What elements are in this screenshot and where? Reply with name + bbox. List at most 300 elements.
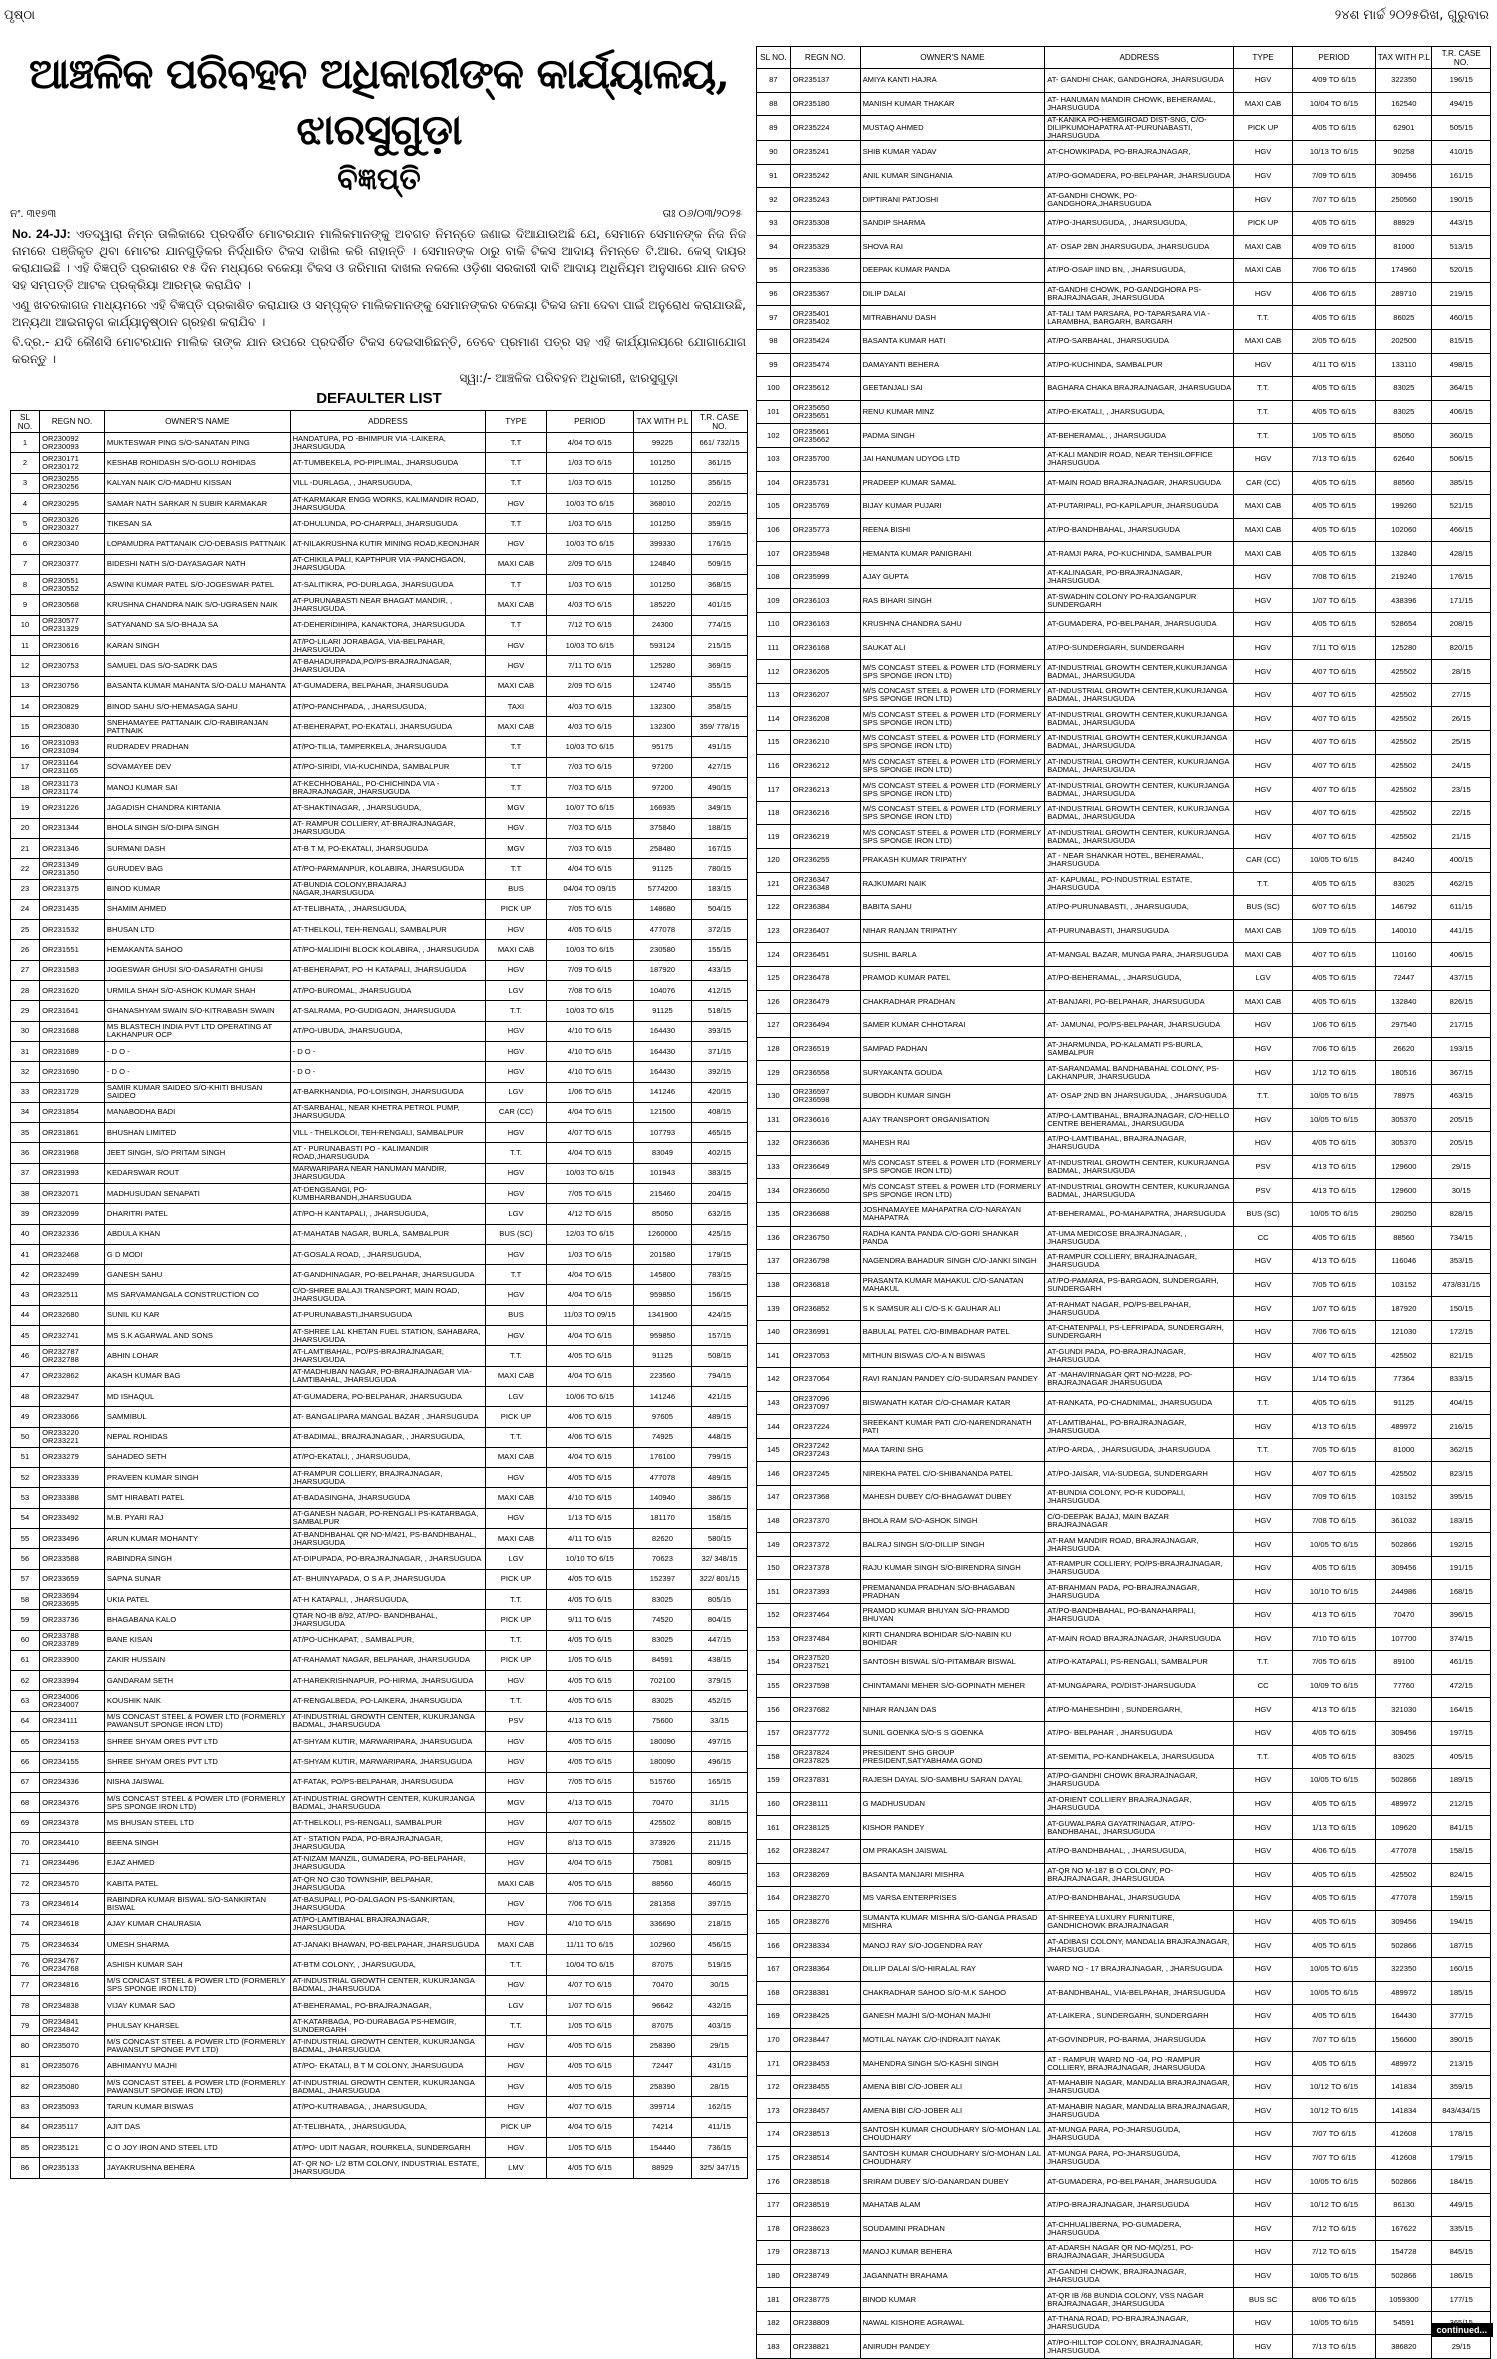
tax-cell: 156600 [1376, 2028, 1432, 2052]
period-cell: 4/05 TO 6/15 [1292, 1863, 1375, 1887]
tax-cell: 125280 [1376, 636, 1432, 660]
type-cell: BUS SC [1234, 2288, 1293, 2312]
owner-cell: MAHESH RAI [860, 1132, 1045, 1156]
case-cell: 395/15 [1432, 1486, 1491, 1510]
case-cell: 164/15 [1432, 1698, 1491, 1722]
type-cell: HGV [486, 1853, 546, 1873]
tax-cell: 250560 [1376, 188, 1432, 212]
tax-cell: 89100 [1376, 1651, 1432, 1675]
address-cell: AT-H KATAPALI, , JHARSUGUDA, [290, 1589, 486, 1609]
table-row [757, 825, 1491, 849]
ref-number: ନଂ. ୩୧୭୩ [10, 208, 57, 220]
table-row [11, 1204, 748, 1224]
period-cell: 4/05 TO 6/15 [1292, 1132, 1375, 1156]
regn-cell: OR230577 OR231329 [40, 615, 105, 635]
sl-cell: 157 [757, 1721, 791, 1745]
period-cell: 4/07 TO 6/15 [1292, 660, 1375, 684]
case-cell: 159/15 [1432, 1887, 1491, 1911]
case-cell: 441/15 [1432, 919, 1491, 943]
regn-cell: OR234410 [40, 1833, 105, 1853]
case-cell: 406/15 [1432, 943, 1491, 967]
case-cell: 799/15 [692, 1447, 748, 1467]
sl-cell: 46 [11, 1346, 40, 1366]
table-row [11, 514, 748, 534]
tax-cell: 101250 [633, 575, 691, 595]
sl-cell: 85 [11, 2137, 40, 2157]
period-cell: 7/06 TO 6/15 [546, 1894, 633, 1914]
address-cell: AT/PO-LILARI JORABAGA, VIA-BELPAHAR, JHARSUGUDA [290, 635, 486, 655]
table-row [757, 565, 1491, 589]
period-cell: 1/03 TO 6/15 [546, 514, 633, 534]
period-cell: 1/05 TO 6/15 [546, 2137, 633, 2157]
table-row [757, 1084, 1491, 1108]
tax-cell: 309456 [1376, 1556, 1432, 1580]
table-row [11, 1549, 748, 1569]
owner-cell: GANESH SAHU [104, 1265, 290, 1285]
defaulter-table-right [756, 46, 1491, 2359]
address-cell: AT-RAMPUR COLLIERY, PO/PS-BRAJRAJNAGAR, JHARSUGUDA [1045, 1556, 1234, 1580]
owner-cell: BHUSAN LTD [104, 920, 290, 940]
case-cell: 824/15 [1432, 1863, 1491, 1887]
table-row [757, 1297, 1491, 1321]
type-cell: HGV [486, 2137, 546, 2157]
type-cell: T.T. [1234, 872, 1293, 896]
address-cell: AT/PO-LAMTIBAHAL, BRAJRAJNAGAR, JHARSUGUDA [1045, 1132, 1234, 1156]
table-row [11, 981, 748, 1001]
regn-cell: OR236750 [790, 1226, 860, 1250]
address-cell: AT/PO-BANDHBAHAL, , JHARSUGUDA, [1045, 1839, 1234, 1863]
address-cell: AT-GANDHI CHOWK, PO-GANDGHORA,JHARSUGUDA [1045, 188, 1234, 212]
regn-cell: OR238514 [790, 2146, 860, 2170]
address-cell: AT-INDUSTRIAL GROWTH CENTER,KUKURJANGA BADMAL, JHARSUGUDA [1045, 660, 1234, 684]
owner-cell: PRADEEP KUMAR SAMAL [860, 471, 1045, 495]
owner-cell: NAWAL KISHORE AGRAWAL [860, 2311, 1045, 2335]
owner-cell: PRAVEEN KUMAR SINGH [104, 1468, 290, 1488]
owner-cell: PREMANANDA PRADHAN S/O-BHAGABAN PRADHAN [860, 1580, 1045, 1604]
address-cell: AT-BADASINGHA, JHARSUGUDA [290, 1488, 486, 1508]
case-cell: 368/15 [692, 575, 748, 595]
table-row [11, 453, 748, 473]
type-cell: MAXI CAB [1234, 542, 1293, 566]
regn-cell: OR236208 [790, 707, 860, 731]
address-cell: AT-BEHERAMAL, PO-BRAJRAJNAGAR, [290, 1995, 486, 2015]
address-cell: AT/PO-BEHERAMAL, , JHARSUGUDA, [1045, 966, 1234, 990]
owner-cell: DEEPAK KUMAR PANDA [860, 259, 1045, 283]
address-cell: AT/PO- BELPAHAR , JHARSUGUDA [1045, 1721, 1234, 1745]
case-cell: 356/15 [692, 473, 748, 493]
tax-cell: 309456 [1376, 1910, 1432, 1934]
sl-cell: 55 [11, 1529, 40, 1549]
case-cell: 489/15 [692, 1407, 748, 1427]
case-cell: 369/15 [692, 656, 748, 676]
tax-cell: 174960 [1376, 259, 1432, 283]
type-cell: MAXI CAB [486, 595, 546, 615]
address-cell: AT-RAMPUR COLLIERY, BRAJRAJNAGAR, JHARSUGUDA [1045, 1250, 1234, 1274]
type-cell: HGV [1234, 1580, 1293, 1604]
sl-cell: 1 [11, 433, 40, 453]
address-cell: AT-MAHATAB NAGAR, BURLA, SAMBALPUR [290, 1224, 486, 1244]
type-cell: CAR (CC) [486, 1102, 546, 1122]
tax-cell: 425502 [1376, 731, 1432, 755]
case-cell: 411/15 [692, 2117, 748, 2137]
address-cell: AT-KARMAKAR ENGG WORKS, KALIMANDIR ROAD, JHARSUGUDA [290, 493, 486, 513]
regn-cell: OR236216 [790, 801, 860, 825]
type-cell: HGV [1234, 683, 1293, 707]
tax-cell: 72447 [633, 2056, 691, 2076]
sl-cell: 173 [757, 2099, 791, 2123]
case-cell: 204/15 [692, 1183, 748, 1203]
type-cell: HGV [1234, 2264, 1293, 2288]
sl-cell: 68 [11, 1792, 40, 1812]
regn-cell: OR237824 OR237825 [790, 1745, 860, 1769]
address-cell: AT-THANA ROAD, PO-BRAJRAJNAGAR, JHARSUGUDA [1045, 2311, 1234, 2335]
tax-cell: 99225 [633, 433, 691, 453]
case-cell: 358/15 [692, 696, 748, 716]
address-cell: AT-BARKHANDIA, PO-LOISINGH, JHARSUGUDA [290, 1082, 486, 1102]
regn-cell: OR230756 [40, 676, 105, 696]
regn-cell: OR237242 OR237243 [790, 1438, 860, 1462]
address-cell: AT/PO-BANDHBAHAL, JHARSUGUDA [1045, 1887, 1234, 1911]
regn-cell: OR237064 [790, 1368, 860, 1392]
owner-cell: SUNIL GOENKA S/O-S S GOENKA [860, 1721, 1045, 1745]
address-cell: AT/PO-SARBAHAL, JHARSUGUDA [1045, 329, 1234, 353]
owner-cell: ABDULA KHAN [104, 1224, 290, 1244]
owner-cell: SUSHIL BARLA [860, 943, 1045, 967]
period-cell: 4/10 TO 6/15 [546, 1041, 633, 1061]
type-cell: T.T. [486, 1001, 546, 1021]
period-cell: 10/05 TO 6/15 [1292, 2264, 1375, 2288]
address-cell: AT-CHHUALIBERNA, PO-GUMADERA, JHARSUGUDA [1045, 2217, 1234, 2241]
type-cell: T.T. [1234, 424, 1293, 448]
notice-heading: ବିଜ୍ଞପ୍ତି [337, 162, 421, 197]
type-cell: PICK UP [486, 1610, 546, 1630]
regn-cell: OR233492 [40, 1508, 105, 1528]
tax-cell: 88560 [633, 1874, 691, 1894]
sl-cell: 51 [11, 1447, 40, 1467]
address-cell: AT-SHREEYA LUXURY FURNITURE, GANDHICHOWK BRAJRAJNAGAR [1045, 1910, 1234, 1934]
period-cell: 4/07 TO 6/15 [1292, 754, 1375, 778]
period-cell: 1/13 TO 6/15 [1292, 1816, 1375, 1840]
tax-cell: 502866 [1376, 2264, 1432, 2288]
case-cell: 28/15 [1432, 660, 1491, 684]
case-cell: 355/15 [692, 676, 748, 696]
regn-cell: OR238623 [790, 2217, 860, 2241]
regn-cell: OR235241 [790, 141, 860, 165]
sl-cell: 178 [757, 2217, 791, 2241]
case-cell: 212/15 [1432, 1792, 1491, 1816]
sl-cell: 6 [11, 534, 40, 554]
address-cell: AT/PO-EKATALI, , JHARSUGUDA, [1045, 400, 1234, 424]
type-cell: PSV [1234, 1179, 1293, 1203]
address-cell: AT-BANDHBAHAL QR NO-M/421, PS-BANDHBAHAL, JHARSUGUDA [290, 1529, 486, 1549]
tax-cell: 103152 [1376, 1486, 1432, 1510]
regn-cell: OR231173 OR231174 [40, 778, 105, 798]
regn-cell: OR235093 [40, 2097, 105, 2117]
defaulter-table-left [10, 410, 748, 2179]
owner-cell: SAPNA SUNAR [104, 1569, 290, 1589]
tax-cell: 83049 [633, 1143, 691, 1163]
sl-cell: 95 [757, 259, 791, 283]
regn-cell: OR231226 [40, 798, 105, 818]
case-cell: 431/15 [692, 2056, 748, 2076]
tax-cell: 502866 [1376, 1934, 1432, 1958]
type-cell: HGV [1234, 754, 1293, 778]
type-cell: HGV [1234, 2028, 1293, 2052]
sl-cell: 49 [11, 1407, 40, 1427]
tax-cell: 166935 [633, 798, 691, 818]
owner-cell: MANISH KUMAR THAKAR [860, 92, 1045, 116]
tax-cell: 399714 [633, 2097, 691, 2117]
case-cell: 189/15 [1432, 1769, 1491, 1793]
table-row [11, 1955, 748, 1975]
owner-cell: MANABODHA BADI [104, 1102, 290, 1122]
address-cell: AT- OSAP 2BN JHARSUGUDA, JHARSUGUDA [1045, 235, 1234, 259]
period-cell: 10/05 TO 6/15 [1292, 2311, 1375, 2335]
table-row [11, 1183, 748, 1203]
address-cell: AT-SWADHIN COLONY PO-RAJGANGPUR SUNDERGARH [1045, 589, 1234, 613]
address-cell: AT-INDUSTRIAL GROWTH CENTER, KUKURJANGA BADMAL, JHARSUGUDA [1045, 801, 1234, 825]
regn-cell: OR231854 [40, 1102, 105, 1122]
regn-cell: OR236688 [790, 1202, 860, 1226]
address-cell: AT/PO-BUROMAL, JHARSUGUDA [290, 981, 486, 1001]
owner-cell: HEMANTA KUMAR PANIGRAHI [860, 542, 1045, 566]
owner-cell: ZAKIR HUSSAIN [104, 1650, 290, 1670]
period-cell: 10/03 TO 6/15 [546, 737, 633, 757]
period-cell: 4/05 TO 6/15 [1292, 1745, 1375, 1769]
regn-cell: OR238519 [790, 2193, 860, 2217]
tax-cell: 152397 [633, 1569, 691, 1589]
table-row [11, 1711, 748, 1731]
owner-cell: MUKTESWAR PING S/O-SANATAN PING [104, 433, 290, 453]
period-cell: 1/06 TO 6/15 [1292, 1014, 1375, 1038]
case-cell: 794/15 [692, 1366, 748, 1386]
address-cell: AT/PO-SUNDERGARH, SUNDERGARH [1045, 636, 1234, 660]
owner-cell: RENU KUMAR MINZ [860, 400, 1045, 424]
sl-cell: 127 [757, 1014, 791, 1038]
regn-cell: OR236649 [790, 1155, 860, 1179]
tax-cell: 215460 [633, 1183, 691, 1203]
case-cell: 217/15 [1432, 1014, 1491, 1038]
type-cell: HGV [486, 1508, 546, 1528]
address-cell: AT-BEHERAPAT, PO -H KATAPALI, JHARSUGUDA [290, 960, 486, 980]
address-cell: AT-BRAHMAN PADA, PO-BRAJRAJNAGAR, JHARSUGUDA [1045, 1580, 1234, 1604]
type-cell: HGV [1234, 2052, 1293, 2076]
address-cell: VILL -DURLAGA, , JHARSUGUDA, [290, 473, 486, 493]
sl-cell: 102 [757, 424, 791, 448]
period-cell: 2/05 TO 6/15 [1292, 329, 1375, 353]
period-cell: 4/06 TO 6/15 [546, 1407, 633, 1427]
case-cell: 428/15 [1432, 542, 1491, 566]
owner-cell: SAUKAT ALI [860, 636, 1045, 660]
table-row [11, 899, 748, 919]
regn-cell: OR237772 [790, 1721, 860, 1745]
tax-cell: 75600 [633, 1711, 691, 1731]
col-period: PERIOD [546, 411, 633, 433]
regn-cell: OR233900 [40, 1650, 105, 1670]
address-cell: AT-QR NO C30 TOWNSHIP, BELPAHAR, JHARSUGUDA [290, 1874, 486, 1894]
regn-cell: OR230616 [40, 635, 105, 655]
tax-cell: 425502 [1376, 707, 1432, 731]
table-row [757, 1580, 1491, 1604]
owner-cell: GANESH MAJHI S/O-MOHAN MAJHI [860, 2005, 1045, 2029]
sl-cell: 12 [11, 656, 40, 676]
sl-cell: 138 [757, 1273, 791, 1297]
sl-cell: 28 [11, 981, 40, 1001]
case-cell: 505/15 [1432, 116, 1491, 141]
tax-cell: 154728 [1376, 2241, 1432, 2265]
owner-cell: AMIYA KANTI HAJRA [860, 69, 1045, 93]
table-row [757, 424, 1491, 448]
tax-cell: 477078 [1376, 1887, 1432, 1911]
owner-cell: PHULSAY KHARSEL [104, 2016, 290, 2036]
sl-cell: 10 [11, 615, 40, 635]
period-cell: 4/07 TO 6/15 [1292, 825, 1375, 849]
owner-cell: DILLIP DALAI S/O-HIRALAL RAY [860, 1957, 1045, 1981]
tax-cell: 121030 [1376, 1320, 1432, 1344]
period-cell: 2/09 TO 6/15 [546, 676, 633, 696]
regn-cell: OR238453 [790, 2052, 860, 2076]
sl-cell: 67 [11, 1772, 40, 1792]
case-cell: 826/15 [1432, 990, 1491, 1014]
regn-cell: OR236347 OR236348 [790, 872, 860, 896]
period-cell: 4/05 TO 6/15 [1292, 211, 1375, 235]
case-cell: 460/15 [1432, 306, 1491, 330]
owner-cell: RADHA KANTA PANDA C/O-GORI SHANKAR PANDA [860, 1226, 1045, 1250]
regn-cell: OR234153 [40, 1732, 105, 1752]
sl-cell: 91 [757, 164, 791, 188]
address-cell: AT-RAM MANDIR ROAD, BRAJRAJNAGAR, JHARSUGUDA [1045, 1533, 1234, 1557]
period-cell: 4/05 TO 6/15 [1292, 1934, 1375, 1958]
address-cell: AT-MAHABIR NAGAR, MANDALIA BRAJRAJNAGAR, JHARSUGUDA [1045, 2075, 1234, 2099]
tax-cell: 107793 [633, 1123, 691, 1143]
regn-cell: OR236616 [790, 1108, 860, 1132]
sl-cell: 122 [757, 896, 791, 920]
case-cell: 396/15 [1432, 1604, 1491, 1628]
table-row [757, 2264, 1491, 2288]
owner-cell: MAHATAB ALAM [860, 2193, 1045, 2217]
table-row [757, 636, 1491, 660]
table-row [757, 1250, 1491, 1274]
tax-cell: 181170 [633, 1508, 691, 1528]
period-cell: 7/05 TO 6/15 [1292, 1438, 1375, 1462]
address-cell: AT-QR IB /68 BUNDIA COLONY, VSS NAGAR BRAJRAJNAGAR, JHARSUGUDA [1045, 2288, 1234, 2312]
office-title: ଆଞ୍ଚଳିକ ପରିବହନ ଅଧିକାରୀଙ୍କ କାର୍ଯ୍ୟାଳୟ, ଝାରସୁଗୁଡ଼ା [29, 49, 729, 154]
regn-cell: OR232071 [40, 1183, 105, 1203]
table-row [757, 400, 1491, 424]
address-cell: AT/PO-KUTRABAGA, , JHARSUGUDA, [290, 2097, 486, 2117]
col-regn: REGN NO. [40, 411, 105, 433]
regn-cell: OR235117 [40, 2117, 105, 2137]
sl-cell: 117 [757, 778, 791, 802]
regn-cell: OR236205 [790, 660, 860, 684]
case-cell: 845/15 [1432, 2241, 1491, 2265]
case-cell: 322/ 801/15 [692, 1569, 748, 1589]
tax-cell: 297540 [1376, 1014, 1432, 1038]
case-cell: 360/15 [1432, 424, 1491, 448]
owner-cell: M/S CONCAST STEEL & POWER LTD (FORMERLY SPS SPONGE IRON LTD) [860, 731, 1045, 755]
address-cell: AT-GANDHI CHOWK, BRAJRAJNAGAR, JHARSUGUDA [1045, 2264, 1234, 2288]
owner-cell: - D O - [104, 1041, 290, 1061]
table-row [11, 1265, 748, 1285]
owner-cell: MS S.K AGARWAL AND SONS [104, 1326, 290, 1346]
sl-cell: 103 [757, 447, 791, 471]
tax-cell: 162540 [1376, 92, 1432, 116]
address-cell: AT-SHYAM KUTIR, MARWARIPARA, JHARSUGUDA [290, 1732, 486, 1752]
address-cell: AT-GUMADERA, PO-BELPAHAR, JHARSUGUDA [1045, 613, 1234, 637]
sl-cell: 56 [11, 1549, 40, 1569]
sl-cell: 73 [11, 1894, 40, 1914]
tax-cell: 132840 [1376, 990, 1432, 1014]
period-cell: 7/08 TO 6/15 [1292, 1509, 1375, 1533]
period-cell: 4/05 TO 6/15 [546, 2077, 633, 2097]
sl-cell: 98 [757, 329, 791, 353]
tax-cell: 180516 [1376, 1061, 1432, 1085]
table-row [11, 960, 748, 980]
tax-cell: 154440 [633, 2137, 691, 2157]
tax-cell: 258390 [633, 2036, 691, 2056]
period-cell: 7/09 TO 6/15 [1292, 1486, 1375, 1510]
case-cell: 213/15 [1432, 2052, 1491, 2076]
owner-cell: M/S CONCAST STEEL & POWER LTD (FORMERLY PAWANSUT SPONGE IRON LTD) [104, 1711, 290, 1731]
tax-cell: 141834 [1376, 2075, 1432, 2099]
case-cell: 632/15 [692, 1204, 748, 1224]
period-cell: 4/04 TO 6/15 [546, 859, 633, 879]
type-cell: HGV [486, 1062, 546, 1082]
period-cell: 4/05 TO 6/15 [546, 1569, 633, 1589]
col-sl: SL NO. [757, 47, 791, 69]
owner-cell: SURMANI DASH [104, 838, 290, 858]
regn-cell: OR235401 OR235402 [790, 306, 860, 330]
table-row [757, 306, 1491, 330]
sl-cell: 29 [11, 1001, 40, 1021]
table-row [757, 1462, 1491, 1486]
type-cell: MAXI CAB [1234, 495, 1293, 519]
address-cell: AT- JAMUNAI, PO/PS-BELPAHAR, JHARSUGUDA [1045, 1014, 1234, 1038]
type-cell: HGV [486, 1914, 546, 1934]
period-cell: 10/03 TO 6/15 [546, 635, 633, 655]
sl-cell: 72 [11, 1874, 40, 1894]
address-cell: QTAR NO-IB 8/92, AT/PO- BANDHBAHAL, JHARSUGUDA [290, 1610, 486, 1630]
tax-cell: 1059300 [1376, 2288, 1432, 2312]
owner-cell: MS SARVAMANGALA CONSTRUCTION CO [104, 1285, 290, 1305]
tax-cell: 425502 [1376, 683, 1432, 707]
tax-cell: 88560 [1376, 1226, 1432, 1250]
regn-cell: OR235308 [790, 211, 860, 235]
case-cell: 160/15 [1432, 1957, 1491, 1981]
period-cell: 7/13 TO 6/15 [1292, 447, 1375, 471]
tax-cell: 72447 [1376, 966, 1432, 990]
tax-cell: 85050 [1376, 424, 1432, 448]
type-cell: HGV [486, 1163, 546, 1183]
address-cell: AT-PUTARIPALI, PO-KAPILAPUR, JHARSUGUDA [1045, 495, 1234, 519]
case-cell: 809/15 [692, 1853, 748, 1873]
owner-cell: CHINTAMANI MEHER S/O-GOPINATH MEHER [860, 1674, 1045, 1698]
owner-cell: MADHUSUDAN SENAPATI [104, 1183, 290, 1203]
period-cell: 4/04 TO 6/15 [546, 1366, 633, 1386]
owner-cell: SAMIR KUMAR SAIDEO S/O-KHITI BHUSAN SAIDEO [104, 1082, 290, 1102]
table-row [757, 966, 1491, 990]
table-row [11, 1041, 748, 1061]
owner-cell: RAJU KUMAR SINGH S/O-BIRENDRA SINGH [860, 1556, 1045, 1580]
period-cell: 4/05 TO 6/15 [546, 1589, 633, 1609]
table-row [757, 1509, 1491, 1533]
sl-cell: 64 [11, 1711, 40, 1731]
case-cell: 405/15 [1432, 1745, 1491, 1769]
address-cell: AT/PO-LAMTIBAHAL, BRAJRAJNAGAR, C/O-HELLO CENTRE BEHERAMAL, JHARSUGUDA [1045, 1108, 1234, 1132]
tax-cell: 77760 [1376, 1674, 1432, 1698]
tax-cell: 425502 [1376, 1344, 1432, 1368]
sl-cell: 176 [757, 2170, 791, 2194]
